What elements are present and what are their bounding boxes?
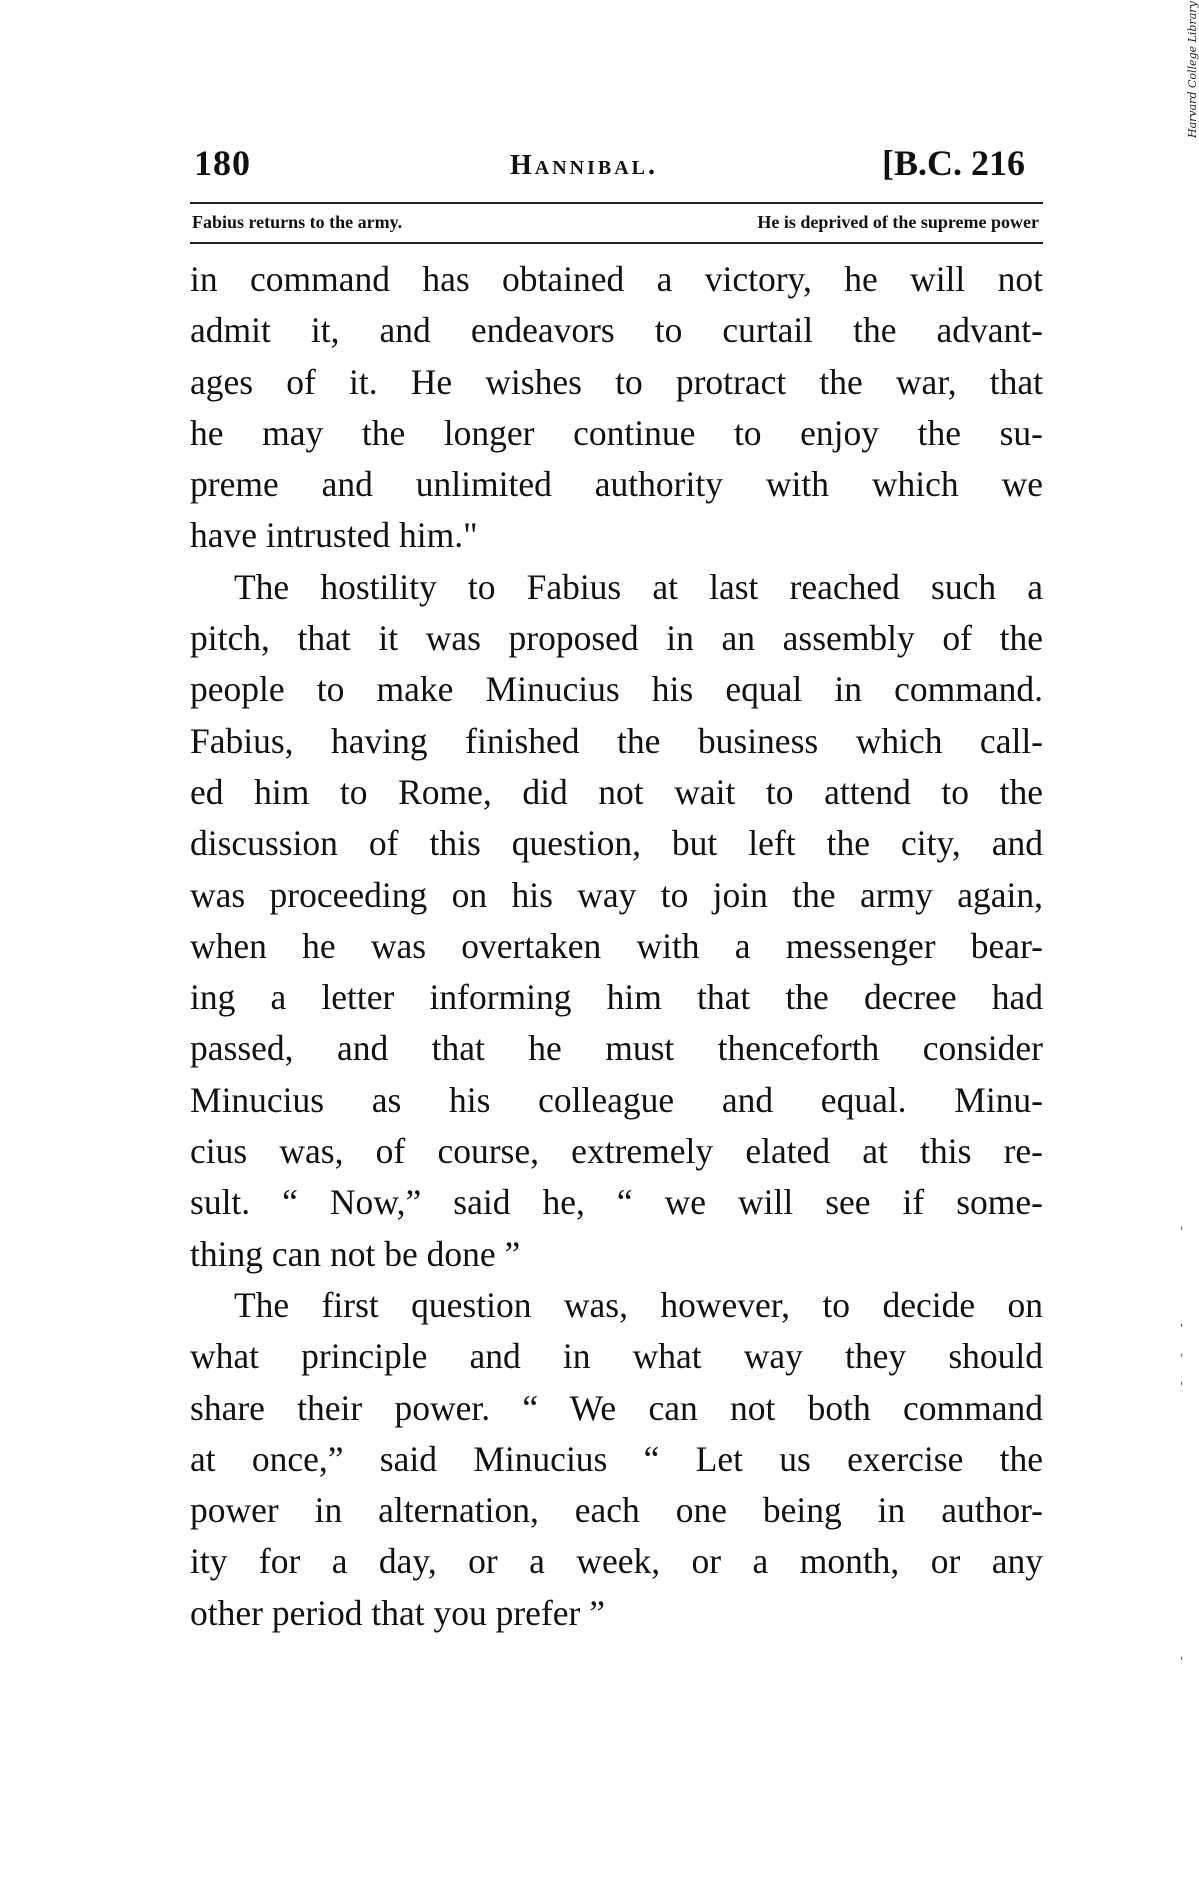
subheading-right: He is deprived of the supreme power	[757, 212, 1039, 232]
text-line: admit it, and endeavors to curtail the advant-	[190, 310, 1043, 351]
text-line: have intrusted him."	[190, 515, 478, 556]
text-line: people to make Minucius his equal in command.	[190, 669, 1043, 710]
text-line: thing can not be done ”	[190, 1233, 521, 1274]
text-line: what principle and in what way they should	[190, 1336, 1043, 1377]
text-line: power in alternation, each one being in author-	[190, 1490, 1043, 1531]
text-line: when he was overtaken with a messenger bear-	[190, 925, 1043, 966]
running-head	[190, 140, 1043, 198]
text-line: he may the longer continue to enjoy the su-	[190, 412, 1043, 453]
text-line: ed him to Rome, did not wait to attend to the	[190, 771, 1043, 812]
text-line: Minucius as his colleague and equal. Minu-	[190, 1079, 1043, 1120]
text-line: ing a letter informing him that the decree had	[190, 977, 1043, 1018]
body-text	[190, 254, 1043, 1639]
text-line: pitch, that it was proposed in an assembly of the	[190, 618, 1043, 659]
margin-speck: ˈ	[1180, 1352, 1184, 1366]
text-line: in command has obtained a victory, he will not	[190, 259, 1043, 299]
library-stamp-text: Harvard College Library	[1186, 1, 1199, 138]
page-number: 180	[194, 143, 251, 183]
library-stamp	[1170, 1, 1199, 140]
text-line: Fabius, having finished the business which call-	[190, 720, 1043, 761]
text-line: ity for a day, or a week, or a month, or any	[190, 1541, 1043, 1582]
text-line: share their power. “ We can not both command	[190, 1387, 1043, 1428]
subheading-left: Fabius returns to the army.	[192, 212, 403, 232]
bottom-rule	[190, 242, 1043, 244]
book-title: Hannibal.	[510, 150, 659, 181]
margin-speck: ˈ	[1180, 1225, 1184, 1239]
text-line: at once,” said Minucius “ Let us exercise the	[190, 1438, 1043, 1479]
margin-speck: ˈ	[1180, 1322, 1184, 1336]
date-reference: [B.C. 216	[882, 143, 1025, 183]
paragraph-start: The hostility to Fabius at last reached such a	[234, 566, 1043, 607]
text-line: discussion of this question, but left the city, and	[190, 823, 1043, 864]
paragraph-start: The first question was, however, to decide on	[234, 1284, 1043, 1325]
text-line: other period that you prefer ”	[190, 1592, 605, 1633]
text-line: sult. “ Now,” said he, “ we will see if some-	[190, 1182, 1043, 1223]
text-line: cius was, of course, extremely elated at this re-	[190, 1131, 1043, 1172]
text-line: preme and unlimited authority with which we	[190, 464, 1043, 505]
page-subheading	[190, 204, 1043, 242]
text-line: passed, and that he must thenceforth consider	[190, 1028, 1043, 1069]
text-line: ages of it. He wishes to protract the war, that	[190, 361, 1043, 402]
text-line: was proceeding on his way to join the army again,	[190, 874, 1043, 915]
book-page	[190, 140, 1043, 1639]
margin-speck: ˈ	[1180, 1655, 1184, 1669]
margin-speck: ˈ	[1180, 1380, 1184, 1394]
